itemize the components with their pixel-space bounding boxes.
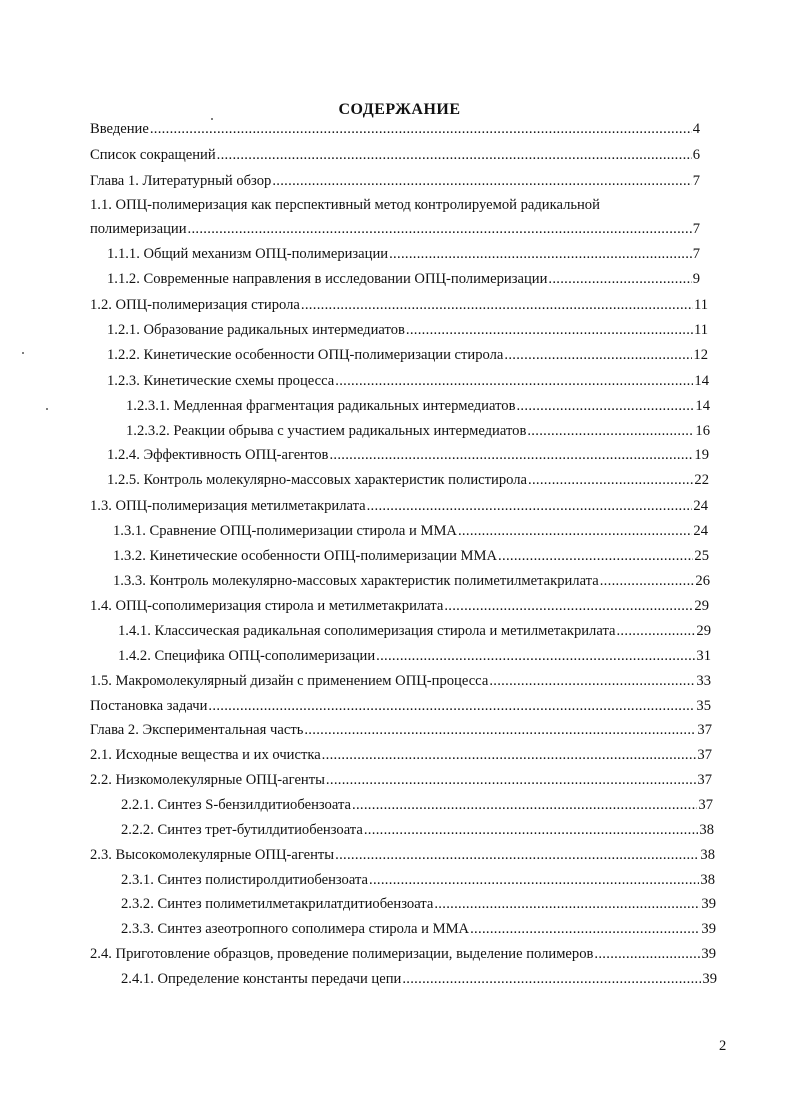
toc-entry-page: 29	[696, 623, 711, 639]
toc-entry-page: 38	[699, 822, 714, 838]
leader-dots	[504, 346, 692, 364]
toc-entry-text-line1: 1.1. ОПЦ-полимеризация как перспективный метод контролируемой радикальной	[90, 197, 600, 213]
toc-entry-text: 2.1. Исходные вещества и их очистка	[90, 747, 321, 763]
toc-entry	[107, 270, 700, 288]
toc-entry	[90, 846, 715, 864]
toc-entry-text: 2.3.2. Синтез полиметилметакрилатдитиобензоата	[121, 896, 434, 912]
leader-dots	[444, 597, 693, 615]
toc-entry-text: Глава 1. Литературный обзор	[90, 173, 272, 189]
toc-entry-text: 1.3.3. Контроль молекулярно-массовых характеристик полиметилметакрилата	[113, 573, 599, 589]
toc-entry	[121, 895, 716, 913]
toc-entry-text: 2.2.1. Синтез S-бензилдитиобензоата	[121, 797, 351, 813]
toc-entry-text: 1.2.4. Эффективность ОПЦ-агентов	[107, 447, 329, 463]
toc-entry	[121, 871, 715, 889]
toc-entry	[90, 172, 700, 190]
toc-entry-text: 2.2.2. Синтез трет-бутилдитиобензоата	[121, 822, 363, 838]
leader-dots	[364, 821, 699, 839]
toc-entry	[90, 146, 700, 164]
toc-entry-page: 26	[695, 573, 710, 589]
toc-entry-page: 24	[693, 498, 708, 514]
toc-entry-page: 4	[692, 121, 700, 137]
toc-entry-page: 16	[695, 423, 710, 439]
scan-speck	[22, 352, 24, 354]
toc-entry-page: 24	[693, 523, 708, 539]
toc-entry	[107, 245, 700, 263]
leader-dots	[326, 771, 696, 789]
toc-entry	[126, 397, 710, 415]
toc-entry	[113, 547, 709, 565]
leader-dots	[335, 846, 699, 864]
toc-entry-page: 37	[698, 797, 713, 813]
toc-entry	[90, 597, 709, 615]
scan-speck	[211, 118, 213, 120]
toc-entry-page: 31	[696, 648, 711, 664]
toc-entry-text: 1.3.1. Сравнение ОПЦ-полимеризации стирола и ММА	[113, 523, 457, 539]
toc-entry	[107, 346, 708, 364]
toc-entry-text: 1.4.2. Специфика ОПЦ-сополимеризации	[118, 648, 376, 664]
toc-entry-text: Введение	[90, 121, 149, 137]
leader-dots	[528, 471, 693, 489]
toc-entry	[90, 296, 708, 314]
leader-dots	[527, 422, 694, 440]
toc-entry-text: 2.3.1. Синтез полистиролдитиобензоата	[121, 872, 368, 888]
toc-entry-page: 37	[697, 772, 712, 788]
scan-speck	[46, 408, 48, 410]
leader-dots	[516, 397, 694, 415]
page-number: 2	[719, 1038, 727, 1054]
leader-dots	[367, 497, 693, 515]
toc-entry	[107, 471, 709, 489]
leader-dots	[329, 446, 693, 464]
toc-entry-text: 1.3. ОПЦ-полимеризация метилметакрилата	[90, 498, 366, 514]
leader-dots	[188, 220, 692, 238]
toc-entry-text: 2.2. Низкомолекулярные ОПЦ-агенты	[90, 772, 325, 788]
toc-entry-text: 1.2.3.1. Медленная фрагментация радикальных интермедиатов	[126, 398, 516, 414]
toc-entry-text: 1.3.2. Кинетические особенности ОПЦ-полимеризации ММА	[113, 548, 498, 564]
toc-entry	[90, 697, 711, 715]
leader-dots	[470, 920, 700, 938]
toc-entry	[90, 771, 712, 789]
toc-entry-text: 2.4.1. Определение константы передачи цепи	[121, 971, 402, 987]
leader-dots	[458, 522, 692, 540]
toc-entry-page: 39	[701, 896, 716, 912]
toc-entry-page: 39	[701, 921, 716, 937]
toc-entry-page: 7	[692, 221, 700, 237]
toc-entry-page: 33	[696, 673, 711, 689]
toc-entry-text: 1.2.3. Кинетические схемы процесса	[107, 373, 335, 389]
toc-entry-text: 1.2.3.2. Реакции обрыва с участием радикальных интермедиатов	[126, 423, 527, 439]
toc-entry-text: 2.3. Высокомолекулярные ОПЦ-агенты	[90, 847, 335, 863]
toc-entry-page: 29	[694, 598, 709, 614]
toc-entry-page: 22	[694, 472, 709, 488]
toc-entry-page: 9	[692, 271, 700, 287]
leader-dots	[335, 372, 693, 390]
toc-entry-text: 1.1.1. Общий механизм ОПЦ-полимеризации	[107, 246, 389, 262]
toc-entry-text: 1.2.2. Кинетические особенности ОПЦ-полимеризации стирола	[107, 347, 504, 363]
toc-entry	[121, 796, 713, 814]
toc-entry-page: 11	[693, 297, 708, 313]
leader-dots	[616, 622, 695, 640]
toc-entry-text: 1.2. ОПЦ-полимеризация стирола	[90, 297, 300, 313]
leader-dots	[402, 970, 701, 988]
leader-dots	[434, 895, 700, 913]
toc-entry-page: 14	[695, 398, 710, 414]
toc-entry-page: 39	[702, 971, 717, 987]
leader-dots	[406, 321, 693, 339]
leader-dots	[498, 547, 693, 565]
page-title: СОДЕРЖАНИЕ	[338, 101, 461, 118]
toc-entry-text: Глава 2. Экспериментальная часть	[90, 722, 304, 738]
toc-entry-page: 12	[693, 347, 708, 363]
toc-entry-page: 25	[694, 548, 709, 564]
toc-entry	[121, 920, 716, 938]
toc-entry	[90, 120, 700, 138]
toc-entry	[90, 945, 716, 963]
toc-entry-page: 37	[697, 747, 712, 763]
toc-entry	[107, 372, 709, 390]
toc-entry-page: 14	[694, 373, 709, 389]
leader-dots	[208, 697, 695, 715]
toc-entry-text: полимеризации	[90, 221, 187, 237]
toc-entry	[118, 622, 711, 640]
toc-entry	[107, 446, 709, 464]
toc-entry	[113, 572, 710, 590]
toc-entry-page: 6	[692, 147, 700, 163]
toc-entry-page: 35	[696, 698, 711, 714]
leader-dots	[376, 647, 695, 665]
leader-dots	[217, 146, 692, 164]
toc-entry-text: Постановка задачи	[90, 698, 208, 714]
toc-entry	[90, 497, 708, 515]
toc-entry	[113, 522, 708, 540]
leader-dots	[272, 172, 691, 190]
toc-entry-text: 1.1.2. Современные направления в исследовании ОПЦ-полимеризации	[107, 271, 548, 287]
leader-dots	[389, 245, 692, 263]
toc-entry	[121, 970, 717, 988]
leader-dots	[322, 746, 697, 764]
toc-entry	[121, 821, 714, 839]
toc-entry	[107, 321, 708, 339]
leader-dots	[150, 120, 692, 138]
toc-entry	[90, 672, 711, 690]
leader-dots	[548, 270, 691, 288]
toc-entry-page: 7	[692, 246, 700, 262]
toc-entry-page: 38	[700, 872, 715, 888]
toc-entry-text: 1.2.1. Образование радикальных интермедиатов	[107, 322, 405, 338]
toc-entry-text: 1.4. ОПЦ-сополимеризация стирола и метилметакрилата	[90, 598, 444, 614]
toc-entry	[118, 647, 711, 665]
toc-entry-page: 11	[693, 322, 708, 338]
toc-entry-text: 2.4. Приготовление образцов, проведение полимеризации, выделение полимеров	[90, 946, 594, 962]
toc-entry-page: 19	[694, 447, 709, 463]
toc-entry	[90, 721, 712, 739]
toc-entry-page: 37	[697, 722, 712, 738]
leader-dots	[489, 672, 695, 690]
leader-dots	[594, 945, 700, 963]
toc-entry	[90, 746, 712, 764]
toc-entry-page: 7	[692, 173, 700, 189]
toc-entry-text: Список сокращений	[90, 147, 216, 163]
toc-entry-page: 38	[700, 847, 715, 863]
leader-dots	[304, 721, 696, 739]
toc-entry-page: 39	[701, 946, 716, 962]
leader-dots	[369, 871, 699, 889]
toc-entry	[126, 422, 710, 440]
toc-entry-text: 2.3.3. Синтез азеотропного сополимера стирола и ММА	[121, 921, 470, 937]
leader-dots	[352, 796, 697, 814]
leader-dots	[301, 296, 693, 314]
leader-dots	[600, 572, 695, 590]
toc-entry-text: 1.5. Макромолекулярный дизайн с применением ОПЦ-процесса	[90, 673, 489, 689]
toc-entry	[90, 220, 700, 238]
toc-entry-text: 1.4.1. Классическая радикальная сополимеризация стирола и метилметакрилата	[118, 623, 616, 639]
toc-entry-text: 1.2.5. Контроль молекулярно-массовых характеристик полистирола	[107, 472, 527, 488]
